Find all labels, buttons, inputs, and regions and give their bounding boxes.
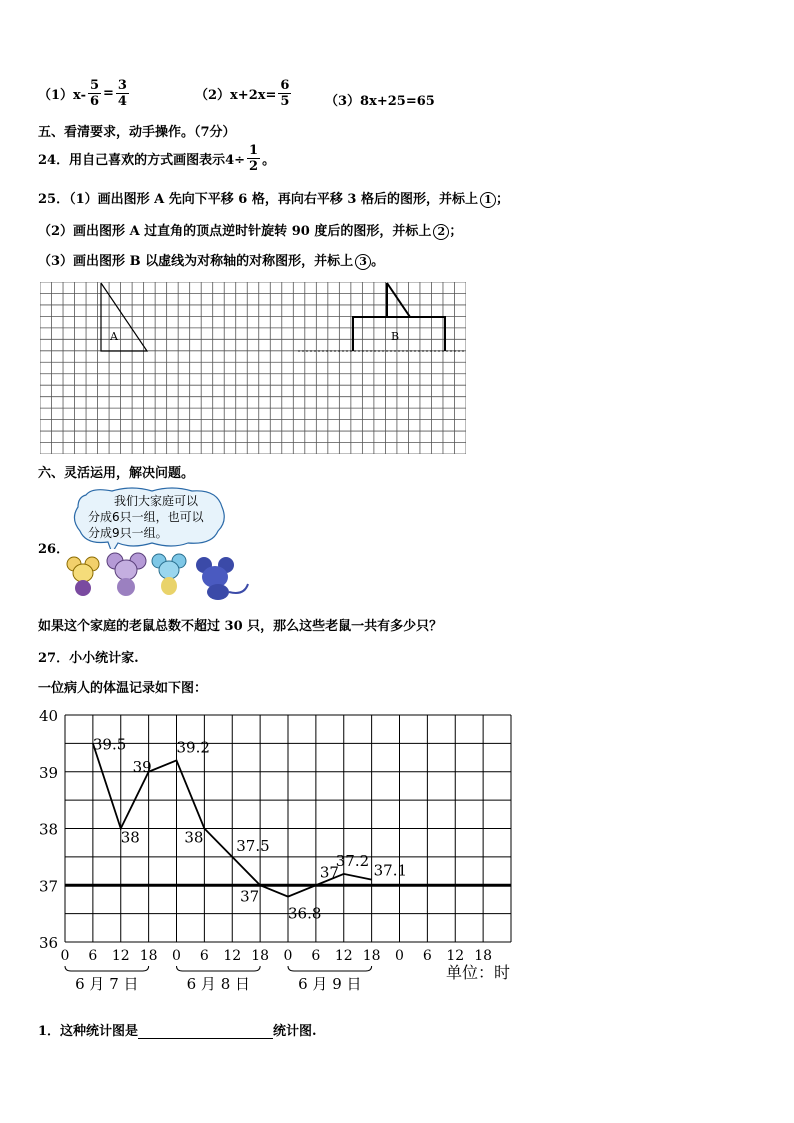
x-tick-label: 0 [283, 948, 293, 964]
circled-number: 1 [480, 192, 496, 208]
shape-b-flag [387, 283, 410, 317]
mouse-icon [194, 556, 250, 602]
fraction: $\frac{1}{2}$ [249, 143, 259, 174]
drawing-grid[interactable] [40, 282, 466, 454]
x-tick-label: 18 [251, 948, 270, 964]
question-24: 24．用自己喜欢的方式画图表示4÷ $\frac{1}{2}$ 。 [38, 143, 276, 174]
question-27-title: 27．小小统计家. [38, 651, 139, 666]
equation-3: （3）8x+25=65 [325, 94, 435, 109]
section-6-title: 六、灵活运用，解决问题。 [38, 466, 195, 481]
x-tick-label: 18 [362, 948, 381, 964]
data-label: 37.2 [335, 851, 370, 870]
data-label: 37.1 [373, 861, 408, 880]
question-25-part-3: （3）画出图形 B 以虚线为对称轴的对称图形，并标上 3 。 [38, 254, 385, 269]
circled-number: 2 [433, 224, 449, 240]
day-bracket [177, 966, 261, 971]
day-label: 6 月 9 日 [298, 975, 362, 993]
shape-b-label: B [391, 330, 400, 343]
data-label: 37.5 [236, 836, 270, 855]
y-tick-label: 39 [39, 763, 59, 782]
y-tick-label: 40 [39, 707, 59, 725]
question-26-number: 26． [38, 542, 70, 557]
mouse-icon [106, 552, 148, 598]
question-27-intro: 一位病人的体温记录如下图： [38, 681, 208, 696]
data-label: 36.8 [288, 904, 322, 923]
equation-1: （1）x- $\frac{5}{6}$ = $\frac{3}{4}$ [38, 78, 127, 109]
question-27-1: 1．这种统计图是 统计图. [38, 1024, 317, 1039]
x-tick-label: 12 [223, 948, 242, 964]
mouse-icon [150, 552, 190, 598]
question-26-text: 如果这个家庭的老鼠总数不超过 30 只，那么这些老鼠一共有多少只？ [38, 619, 443, 634]
x-tick-label: 18 [139, 948, 158, 964]
fraction: $\frac{6}{5}$ [280, 78, 290, 109]
x-tick-label: 12 [446, 948, 465, 964]
x-tick-label: 6 [311, 948, 321, 964]
data-label: 38 [184, 828, 204, 847]
x-tick-label: 6 [88, 948, 98, 964]
day-bracket [288, 966, 372, 971]
shape-a-label: A [110, 330, 118, 343]
temperature-line-chart [30, 700, 530, 1000]
fraction: $\frac{3}{4}$ [117, 78, 127, 109]
fraction: $\frac{5}{6}$ [89, 78, 100, 109]
x-tick-label: 0 [60, 948, 70, 964]
question-25-part-2: （2）画出图形 A 过直角的顶点逆时针旋转 90 度后的图形，并标上 2 ； [38, 224, 463, 239]
day-label: 6 月 7 日 [75, 975, 139, 993]
x-tick-label: 6 [199, 948, 209, 964]
mouse-icon [64, 556, 104, 598]
data-label: 37 [240, 887, 260, 906]
circled-number: 3 [355, 254, 371, 270]
y-tick-label: 37 [39, 877, 59, 896]
x-tick-label: 18 [474, 948, 493, 964]
question-25-part-1: 25．（1）画出图形 A 先向下平移 6 格，再向右平移 3 格后的图形，并标上 1 ； [38, 192, 509, 207]
answer-blank[interactable] [138, 1026, 273, 1039]
x-tick-label: 12 [111, 948, 130, 964]
x-tick-label: 6 [422, 948, 432, 964]
data-label: 39.5 [92, 735, 127, 754]
x-tick-label: 0 [395, 948, 404, 964]
section-5-title: 五、看清要求，动手操作。（7分） [38, 125, 236, 140]
data-label: 37 [319, 863, 339, 882]
day-bracket [65, 966, 149, 971]
data-label: 39 [132, 757, 152, 776]
x-tick-label: 0 [172, 948, 181, 964]
speech-bubble-text: 我们大家庭可以 分成6只一组，也可以 分成9只一组。 [88, 494, 204, 540]
y-tick-label: 36 [39, 934, 59, 952]
y-tick-label: 38 [39, 820, 59, 839]
data-label: 39.2 [176, 738, 210, 757]
equation-2: （2）x+2x= $\frac{6}{5}$ [195, 78, 290, 109]
x-tick-label: 12 [334, 948, 353, 964]
data-label: 38 [120, 828, 140, 847]
unit-label: 单位：时 [446, 963, 511, 982]
day-label: 6 月 8 日 [186, 975, 251, 993]
